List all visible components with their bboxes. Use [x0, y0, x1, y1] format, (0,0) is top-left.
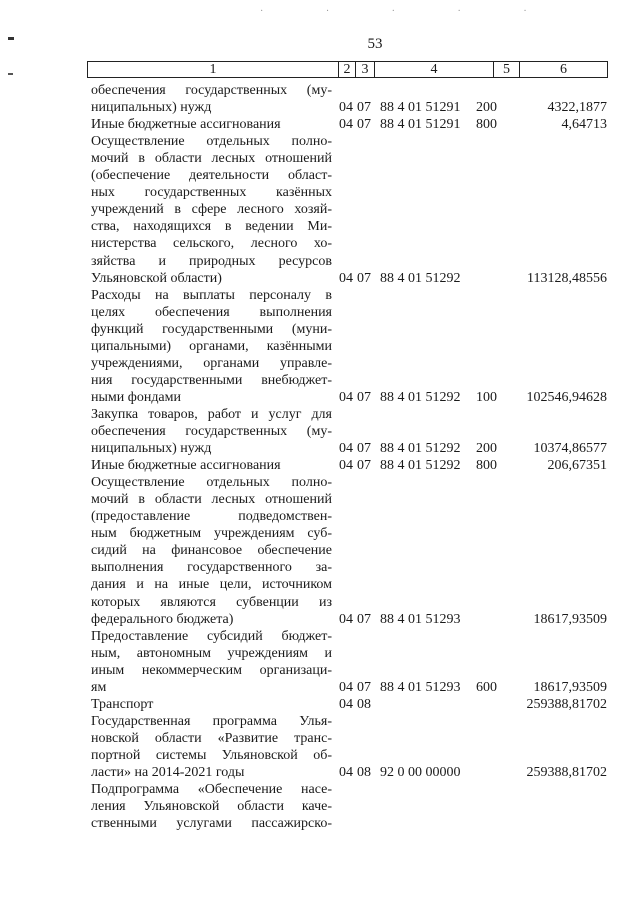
- table-row: [0, 184, 640, 201]
- table-row: [0, 696, 640, 713]
- row-cell-c6: 4322,1877: [547, 100, 607, 116]
- row-description: учреждениями, органами управле-: [91, 355, 332, 371]
- table-row: [0, 355, 640, 372]
- row-cell-c2: 04: [339, 765, 353, 780]
- table-row: [0, 713, 640, 730]
- scan-mark: [8, 73, 13, 75]
- row-cell-c2: 04: [339, 679, 353, 695]
- table-row: [0, 270, 640, 287]
- row-description: Подпрограмма «Обеспечение насе-: [91, 782, 332, 798]
- row-cell-c4: 88 4 01 51291: [380, 117, 461, 133]
- row-cell-c4: 88 4 01 51292: [380, 458, 461, 474]
- row-cell-c5: 200: [476, 100, 497, 116]
- table-row: [0, 116, 640, 133]
- row-cell-c3: 07: [357, 117, 371, 133]
- table-row: [0, 628, 640, 645]
- row-description: ными фондами: [91, 389, 182, 405]
- table-row: [0, 389, 640, 406]
- row-description: Расходы на выплаты персоналу в: [91, 287, 332, 303]
- table-row: [0, 576, 640, 593]
- row-description: Транспорт: [91, 696, 154, 712]
- row-cell-c4: 88 4 01 51291: [380, 100, 461, 116]
- table-row: [0, 508, 640, 525]
- table-row: [0, 542, 640, 559]
- table-row: [0, 559, 640, 576]
- row-description: Осуществление отдельных полно-: [91, 475, 332, 491]
- table-row: [0, 491, 640, 508]
- table-row: [0, 150, 640, 167]
- row-description: которых являются субвенции из: [91, 594, 332, 610]
- row-cell-c6: 18617,93509: [533, 611, 607, 627]
- row-description: ласти» на 2014-2021 годы: [91, 765, 245, 780]
- row-cell-c4: 88 4 01 51292: [380, 389, 461, 405]
- row-description: обеспечения государственных (му-: [91, 83, 332, 98]
- page-number: 53: [367, 36, 383, 52]
- row-cell-c3: 08: [357, 696, 371, 712]
- row-description: ципальными) органами, казёнными: [91, 338, 332, 354]
- row-cell-c2: 04: [339, 270, 353, 286]
- row-cell-c3: 07: [357, 389, 371, 405]
- row-description: функций государственными (муни-: [91, 321, 332, 337]
- row-cell-c2: 04: [339, 389, 353, 405]
- table-row: [0, 594, 640, 611]
- row-description: новской области «Развитие транс-: [91, 730, 332, 746]
- row-cell-c3: 07: [357, 611, 371, 627]
- row-description: целях обеспечения выполнения: [91, 304, 332, 320]
- row-cell-c5: 100: [476, 389, 497, 405]
- header-col-5: 5: [494, 62, 520, 77]
- row-description: учреждений в сфере лесного хозяй-: [91, 202, 332, 218]
- row-cell-c4: 88 4 01 51292: [380, 441, 461, 457]
- table-row: [0, 662, 640, 679]
- row-description: ниципальных) нужд: [91, 441, 212, 457]
- row-cell-c3: 07: [357, 270, 371, 286]
- row-description: (обеспечение деятельности област-: [91, 168, 332, 184]
- table-row: [0, 730, 640, 747]
- row-cell-c5: 600: [476, 679, 497, 695]
- header-col-6: 6: [560, 62, 567, 77]
- row-description: Государственная программа Улья-: [91, 713, 332, 729]
- table-row: [0, 201, 640, 218]
- table-row: [0, 82, 640, 99]
- row-description: Ульяновской области): [91, 270, 222, 286]
- table-row: [0, 798, 640, 815]
- header-col-2: 2: [339, 62, 356, 77]
- table-row: [0, 133, 640, 150]
- header-col-1: 1: [88, 62, 339, 77]
- row-cell-c6: 206,67351: [547, 458, 607, 474]
- row-cell-c6: 113128,48556: [527, 270, 607, 286]
- row-description: иным некоммерческим организаци-: [91, 662, 332, 678]
- row-description: ям: [91, 679, 107, 695]
- row-description: ных государственных казённых: [91, 185, 332, 201]
- row-cell-c2: 04: [339, 611, 353, 627]
- row-cell-c3: 07: [357, 441, 371, 457]
- row-description: дания и на иные цели, источником: [91, 577, 332, 593]
- table-row: [0, 287, 640, 304]
- row-description: мочий в области лесных отношений: [91, 492, 332, 508]
- table-row: [0, 167, 640, 184]
- row-description: мочий в области лесных отношений: [91, 151, 332, 167]
- row-description: выполнения государственного за-: [91, 560, 332, 576]
- row-cell-c3: 08: [357, 765, 371, 780]
- row-description: обеспечения государственных (му-: [91, 424, 332, 439]
- row-cell-c5: 800: [476, 117, 497, 133]
- row-description: Предоставление субсидий бюджет-: [91, 628, 332, 644]
- row-cell-c6: 10374,86577: [533, 441, 607, 457]
- scan-mark: [8, 37, 14, 40]
- table-row: [0, 747, 640, 764]
- row-description: ления Ульяновской области каче-: [91, 799, 332, 815]
- row-description: ния государственными внебюджет-: [91, 372, 332, 388]
- table-row: [0, 99, 640, 116]
- row-cell-c6: 259388,81702: [526, 696, 607, 712]
- row-cell-c2: 04: [339, 458, 353, 474]
- table-row: [0, 372, 640, 389]
- row-description: сидий на финансовое обеспечение: [91, 543, 332, 559]
- table-row: [0, 781, 640, 798]
- row-cell-c4: 88 4 01 51293: [380, 679, 461, 695]
- row-cell-c4: 92 0 00 00000: [380, 765, 461, 780]
- table-row: [0, 764, 640, 781]
- row-cell-c3: 07: [357, 458, 371, 474]
- row-cell-c5: 200: [476, 441, 497, 457]
- row-description: портной системы Ульяновской об-: [91, 747, 332, 763]
- row-description: ственными услугами пассажирско-: [91, 816, 332, 832]
- table-row: [0, 440, 640, 457]
- scan-artifact-dots: · · · · ·: [260, 6, 557, 17]
- row-cell-c3: 07: [357, 679, 371, 695]
- table-row: [0, 235, 640, 252]
- row-cell-c4: 88 4 01 51293: [380, 611, 461, 627]
- row-description: Закупка товаров, работ и услуг для: [91, 406, 332, 422]
- header-col-3: 3: [356, 62, 375, 77]
- table-row: [0, 338, 640, 355]
- table-header: [87, 61, 608, 78]
- row-description: Иные бюджетные ассигнования: [91, 458, 281, 474]
- table-row: [0, 406, 640, 423]
- table-row: [0, 457, 640, 474]
- row-description: ным, автономным учреждениям и: [91, 645, 332, 661]
- row-description: федерального бюджета): [91, 611, 234, 627]
- row-description: Осуществление отдельных полно-: [91, 134, 332, 150]
- row-description: Иные бюджетные ассигнования: [91, 117, 281, 133]
- row-cell-c2: 04: [339, 100, 353, 116]
- row-description: зяйства и природных ресурсов: [91, 253, 332, 269]
- row-description: (предоставление подведомствен-: [91, 509, 332, 525]
- table-row: [0, 525, 640, 542]
- row-cell-c3: 07: [357, 100, 371, 116]
- row-cell-c5: 800: [476, 458, 497, 474]
- row-cell-c6: 102546,94628: [526, 389, 607, 405]
- table-row: [0, 218, 640, 235]
- table-row: [0, 474, 640, 491]
- row-cell-c6: 18617,93509: [533, 679, 607, 695]
- row-cell-c2: 04: [339, 117, 353, 133]
- table-row: [0, 611, 640, 628]
- row-description: ства, находящихся в ведении Ми-: [91, 219, 332, 235]
- table-row: [0, 645, 640, 662]
- row-cell-c2: 04: [339, 696, 353, 712]
- row-cell-c6: 4,64713: [561, 117, 607, 133]
- row-description: ным бюджетным учреждениям суб-: [91, 526, 332, 542]
- row-cell-c6: 259388,81702: [526, 765, 607, 780]
- header-col-4: 4: [375, 62, 494, 77]
- table-row: [0, 321, 640, 338]
- row-cell-c4: 88 4 01 51292: [380, 270, 461, 286]
- table-row: [0, 423, 640, 440]
- table-row: [0, 815, 640, 832]
- table-row: [0, 253, 640, 270]
- row-description: нистерства сельского, лесного хо-: [91, 236, 332, 252]
- row-cell-c2: 04: [339, 441, 353, 457]
- table-row: [0, 304, 640, 321]
- row-description: ниципальных) нужд: [91, 100, 212, 116]
- table-row: [0, 679, 640, 696]
